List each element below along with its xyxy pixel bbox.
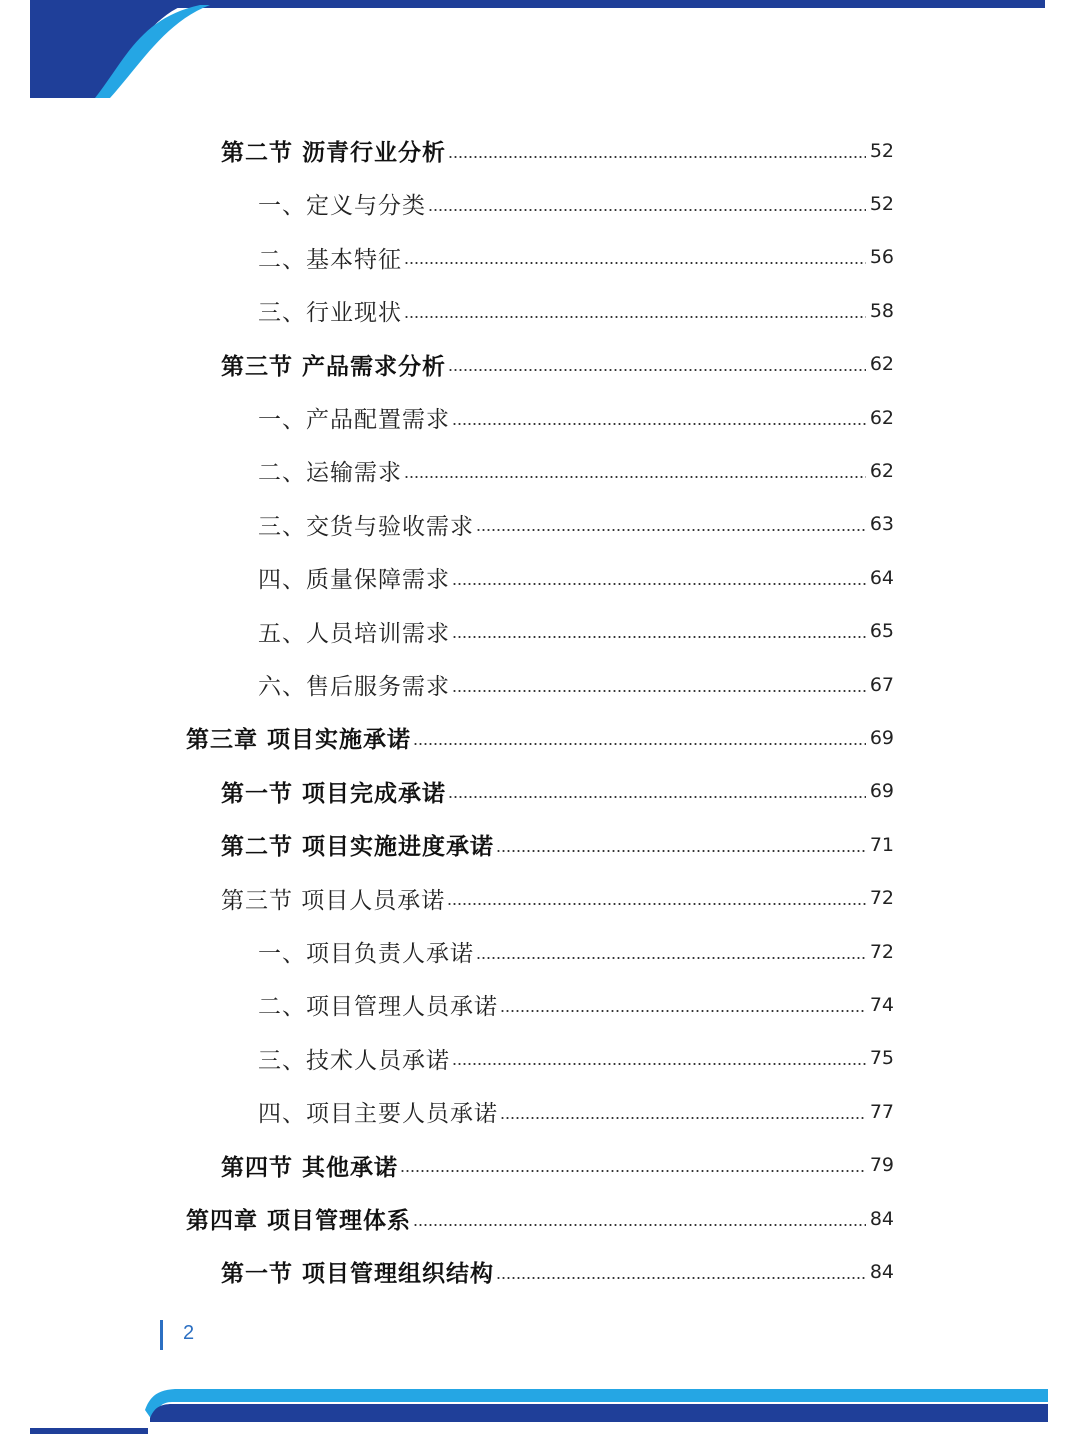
- toc-entry-title: 三、技术人员承诺: [258, 1047, 450, 1074]
- toc-entry[interactable]: [258, 551, 894, 604]
- toc-entry-title: 二、运输需求: [258, 460, 402, 487]
- toc-entry[interactable]: [258, 925, 894, 978]
- toc-entry-page: 75: [869, 1047, 894, 1070]
- toc-leader-dots: [452, 1063, 866, 1065]
- toc-entry-page: 65: [869, 620, 894, 643]
- toc-entry[interactable]: [258, 231, 894, 284]
- toc-leader-dots: [500, 1010, 866, 1012]
- toc-entry[interactable]: [221, 338, 894, 391]
- toc-entry[interactable]: [221, 1245, 894, 1298]
- toc-entry[interactable]: [186, 1192, 894, 1245]
- toc-leader-dots: [404, 316, 866, 318]
- toc-entry-title: 一、项目负责人承诺: [258, 941, 474, 967]
- toc-entry[interactable]: [258, 605, 894, 658]
- toc-entry[interactable]: [258, 444, 894, 497]
- toc-entry-page: 62: [869, 353, 894, 376]
- toc-entry-page: 56: [869, 246, 894, 269]
- toc-leader-dots: [413, 1224, 866, 1226]
- toc-leader-dots: [476, 529, 866, 531]
- toc-leader-dots: [428, 209, 866, 211]
- toc-entry[interactable]: [258, 1032, 894, 1085]
- toc-leader-dots: [413, 743, 866, 745]
- toc-leader-dots: [448, 796, 866, 798]
- toc-leader-dots: [448, 369, 866, 371]
- toc-leader-dots: [447, 903, 866, 905]
- footer-decoration: [0, 1380, 1080, 1440]
- toc-entry[interactable]: [258, 284, 894, 337]
- toc-entry-title: 第四章 项目管理体系: [186, 1207, 412, 1234]
- toc-entry[interactable]: [258, 391, 894, 444]
- toc-entry[interactable]: [258, 978, 894, 1031]
- toc-entry-title: 三、行业现状: [258, 300, 402, 327]
- toc-entry-page: 63: [869, 513, 894, 536]
- toc-entry-title: 第二节 沥青行业分析: [221, 139, 447, 166]
- toc-entry-page: 74: [869, 993, 894, 1016]
- toc-entry-page: 64: [869, 566, 894, 589]
- page-number: 2: [183, 1322, 195, 1344]
- toc-entry-page: 84: [869, 1207, 894, 1230]
- toc-entry-page: 62: [869, 459, 894, 482]
- toc-entry[interactable]: [221, 124, 894, 177]
- toc-entry[interactable]: [258, 1085, 894, 1138]
- toc-leader-dots: [448, 156, 866, 158]
- toc-entry-title: 二、基本特征: [258, 246, 402, 273]
- toc-leader-dots: [404, 476, 866, 478]
- toc-entry-title: 第三节 项目人员承诺: [221, 887, 446, 914]
- toc-entry-page: 72: [869, 887, 894, 910]
- toc-leader-dots: [476, 957, 866, 959]
- toc-leader-dots: [452, 583, 866, 585]
- toc-leader-dots: [496, 850, 866, 852]
- toc-entry-page: 79: [869, 1154, 894, 1177]
- toc-leader-dots: [452, 690, 866, 692]
- toc-entry-title: 第一节 项目管理组织结构: [221, 1260, 495, 1288]
- toc-entry[interactable]: [186, 711, 894, 764]
- header-decoration: [0, 0, 1080, 110]
- toc-entry-page: 52: [869, 139, 894, 162]
- toc-entry-page: 69: [869, 726, 894, 749]
- toc-entry[interactable]: [221, 1139, 894, 1192]
- toc-entry-title: 五、人员培训需求: [258, 620, 450, 647]
- toc-entry-title: 三、交货与验收需求: [258, 513, 474, 540]
- toc-entry-page: 72: [869, 940, 894, 963]
- toc-entry[interactable]: [258, 498, 894, 551]
- toc-entry[interactable]: [221, 872, 894, 925]
- toc-entry-title: 第四节 其他承诺: [221, 1153, 399, 1181]
- toc-entry-title: 一、产品配置需求: [258, 407, 450, 433]
- toc-entry-title: 一、定义与分类: [258, 193, 426, 220]
- toc-entry-page: 52: [869, 192, 894, 215]
- toc-entry-title: 四、质量保障需求: [258, 567, 450, 594]
- toc-entry-page: 62: [869, 406, 894, 429]
- toc-entry[interactable]: [258, 177, 894, 230]
- toc-entry-title: 第一节 项目完成承诺: [221, 779, 447, 807]
- toc-leader-dots: [500, 1117, 866, 1119]
- toc-leader-dots: [452, 423, 866, 425]
- toc-entry-page: 71: [869, 833, 894, 856]
- toc-leader-dots: [452, 636, 866, 638]
- toc-entry-title: 二、项目管理人员承诺: [258, 994, 498, 1021]
- toc-entry-page: 84: [869, 1260, 894, 1283]
- toc-leader-dots: [404, 262, 866, 264]
- toc-entry-page: 69: [869, 780, 894, 803]
- toc-leader-dots: [400, 1170, 866, 1172]
- toc-entry-title: 六、售后服务需求: [258, 674, 450, 700]
- toc-entry[interactable]: [221, 818, 894, 871]
- toc-entry-title: 第二节 项目实施进度承诺: [221, 833, 495, 861]
- toc-entry-page: 58: [869, 299, 894, 322]
- toc-entry-title: 第三节 产品需求分析: [221, 352, 447, 380]
- toc-entry[interactable]: [221, 765, 894, 818]
- footer-divider: [160, 1320, 163, 1350]
- toc-entry-title: 四、项目主要人员承诺: [258, 1101, 498, 1128]
- toc-leader-dots: [496, 1277, 866, 1279]
- toc-entry-page: 67: [869, 673, 894, 696]
- toc-entry[interactable]: [258, 658, 894, 711]
- toc-entry-title: 第三章 项目实施承诺: [186, 726, 412, 754]
- toc-entry-page: 77: [869, 1100, 894, 1123]
